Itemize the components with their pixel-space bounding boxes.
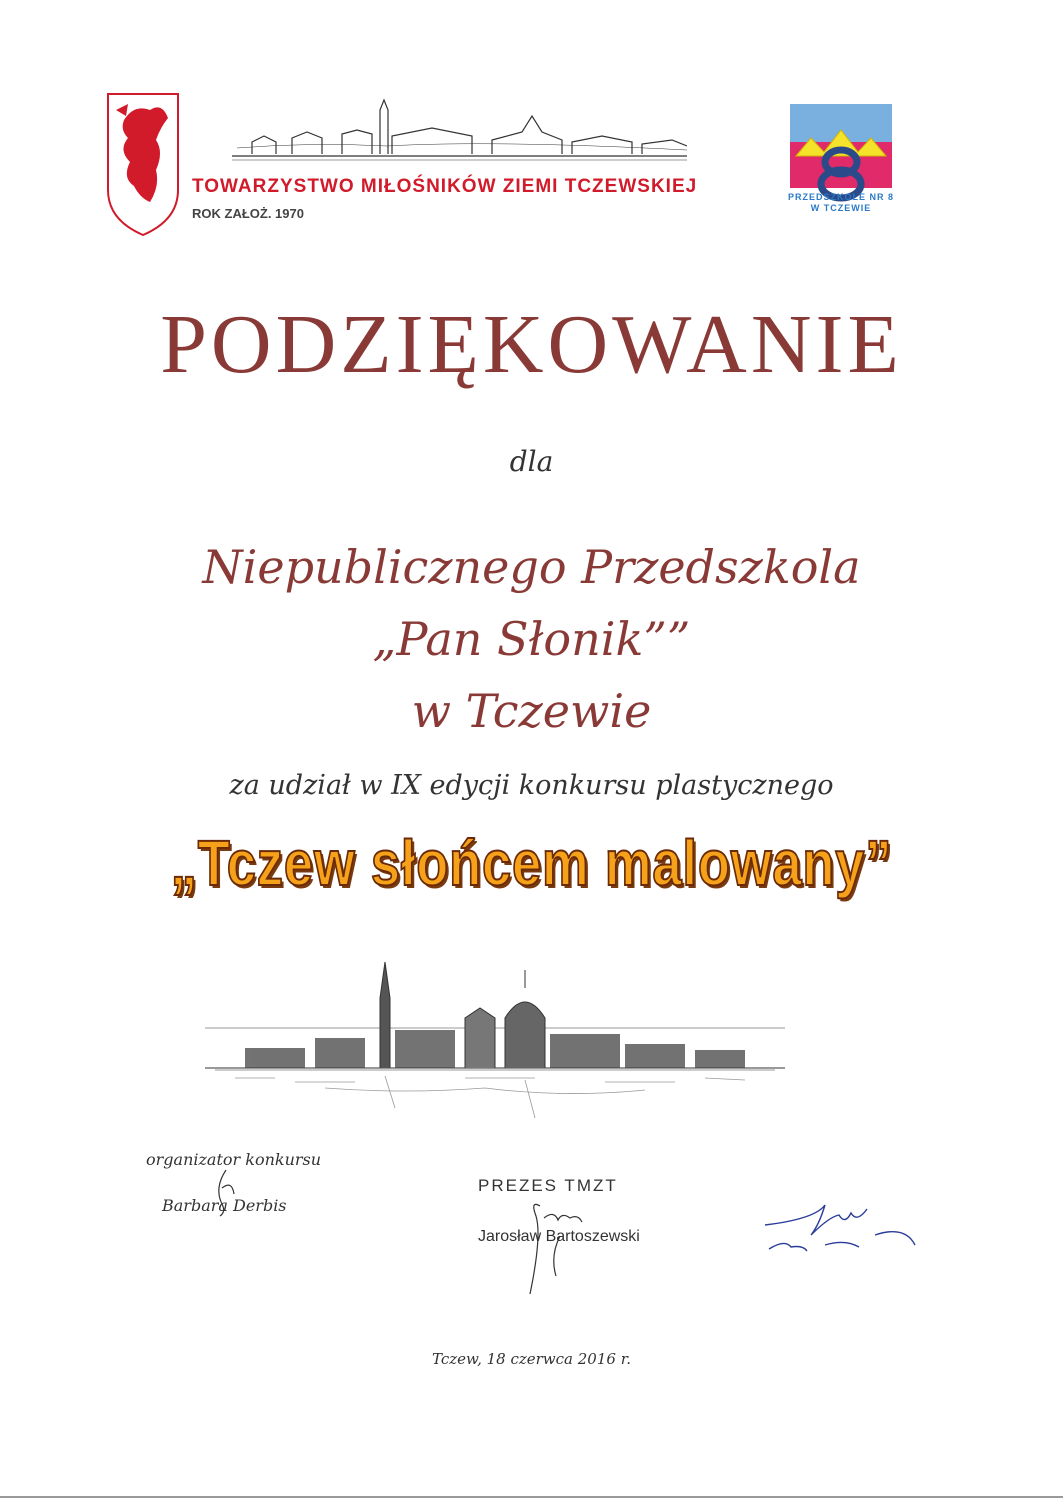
issue-date: Tczew, 18 czerwca 2016 r. — [431, 1350, 631, 1368]
crest-logo — [104, 90, 182, 238]
president-name: Jarosław Bartoszewski — [478, 1228, 640, 1245]
recipient-line-1: Niepublicznego Przedszkola — [202, 540, 861, 594]
handwritten-signature — [755, 1195, 925, 1265]
town-skyline-sketch — [232, 96, 687, 168]
award-reason: za udział w IX edycji konkursu plastycznego — [229, 770, 834, 801]
organizer-name: Barbara Derbis — [162, 1196, 287, 1215]
for-word: dla — [509, 445, 554, 478]
recipient-line-2: „Pan Słonik”” — [372, 612, 691, 666]
kindergarten-logo-text: PRZEDSZKOLE NR 8 W TCZEWIE — [787, 192, 894, 213]
president-signature — [500, 1196, 610, 1296]
society-name: TOWARZYSTWO MIŁOŚNIKÓW ZIEMI TCZEWSKIEJ — [192, 176, 698, 197]
president-label: PREZES TMZT — [478, 1176, 618, 1195]
recipient-line-3: w Tczewie — [411, 684, 652, 738]
founded-year: ROK ZAŁOŻ. 1970 — [192, 206, 304, 221]
city-panorama-drawing — [205, 958, 785, 1128]
organizer-label: organizator konkursu — [146, 1150, 322, 1169]
scan-edge-line — [0, 1496, 1063, 1498]
certificate-heading: PODZIĘKOWANIE — [160, 298, 903, 391]
contest-title: „Tczew słońcem malowany” — [170, 827, 893, 899]
